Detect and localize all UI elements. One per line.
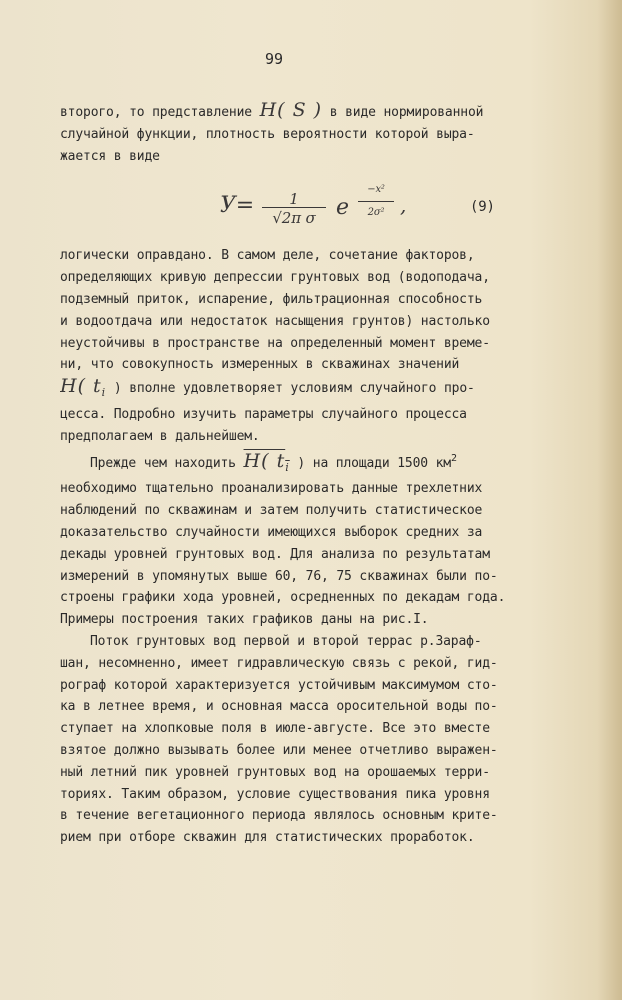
text-line: и водоотдача или недостаток насыщения грунтов) настолько <box>60 313 490 329</box>
formula-comma: , <box>400 193 407 218</box>
text-line: ный летний пик уровней грунтовых вод на орошаемых терри- <box>60 764 490 780</box>
text-line: Поток грунтовых вод первой и второй террас р.Зараф- <box>90 633 482 649</box>
page-number: 99 <box>264 50 284 68</box>
text-line: предполагаем в дальнейшем. <box>60 428 260 444</box>
text-line: шан, несомненно, имеет гидравлическую связь с рекой, гид- <box>60 655 498 671</box>
text-line: Прежде чем находить H( $t_i$ ) на площади 1500 $км^2$ <box>90 449 457 474</box>
text-line: рием при отборе скважин для статистических проработок. <box>60 830 475 846</box>
text-line: ступает на хлопковые поля в июле-августе. Все это вместе <box>60 721 490 737</box>
text-line: декады уровней грунтовых вод. Для анализа по результатам <box>60 546 490 562</box>
text-line: необходимо тщательно проанализировать данные трехлетних <box>60 481 483 497</box>
formula-9 <box>60 167 530 245</box>
text-line: логически оправдано. В самом деле, сочетание факторов, <box>60 248 475 264</box>
body-text <box>60 100 530 849</box>
text-line: H( $t_i$ ) вполне удовлетворяет условиям случайного про- <box>60 376 475 400</box>
text-line: жается в виде <box>60 148 160 164</box>
text-line: ни, что совокупность измеренных в скважинах значений <box>60 357 460 373</box>
math-h-ti-mean: H( $t_i$ <box>243 449 290 474</box>
text-line: второго, то представление H( S ) в виде нормированной <box>60 100 484 121</box>
text-line: ториях. Таким образом, условие существования пика уровня <box>60 786 490 802</box>
text-line: Примеры построения таких графиков даны на рис.I. <box>60 612 429 628</box>
exponent-sign: − <box>367 184 376 196</box>
math-h-s: H( S ) <box>259 100 323 121</box>
text-line: измерений в упомянутых выше 60, 76, 75 скважинах были по- <box>60 568 498 584</box>
formula-exponent <box>358 179 394 224</box>
formula-base: e <box>336 195 349 221</box>
text-line: определяющих кривую депрессии грунтовых вод (водоподача, <box>60 270 490 286</box>
text-line: ка в летнее время, и основная масса оросительной воды по- <box>60 699 498 715</box>
text-line: случайной функции, плотность вероятности которой выра- <box>60 126 475 142</box>
equation-number: (9) <box>470 199 495 216</box>
text-line: неустойчивы в пространстве на определенный момент време- <box>60 335 490 351</box>
text-line: строены графики хода уровней, осредненных по декадам года. <box>60 590 506 606</box>
text-line: подземный приток, испарение, фильтрационная способность <box>60 291 483 307</box>
formula-numerator: 1 <box>289 190 299 209</box>
formula-denominator: √2π σ <box>272 209 316 228</box>
text-line: доказательство случайности имеющихся выборок средних за <box>60 524 483 540</box>
text-line: в течение вегетационного периода являлось основным крите- <box>60 808 498 824</box>
exponent-denominator: 2σ² <box>367 207 385 219</box>
text-line: цесса. Подробно изучить параметры случайного процесса <box>60 406 467 422</box>
text-line: рограф которой характеризуется устойчивым максимумом сто- <box>60 677 498 693</box>
formula-fraction <box>260 189 328 230</box>
formula-lhs: У= <box>220 193 255 219</box>
text-line: взятое должно вызывать более или менее отчетливо выражен- <box>60 742 498 758</box>
text-line: наблюдений по скважинам и затем получить статистическое <box>60 503 483 519</box>
exponent-numerator: x² <box>375 184 385 196</box>
math-h-ti: H( $t_i$ <box>60 376 107 400</box>
